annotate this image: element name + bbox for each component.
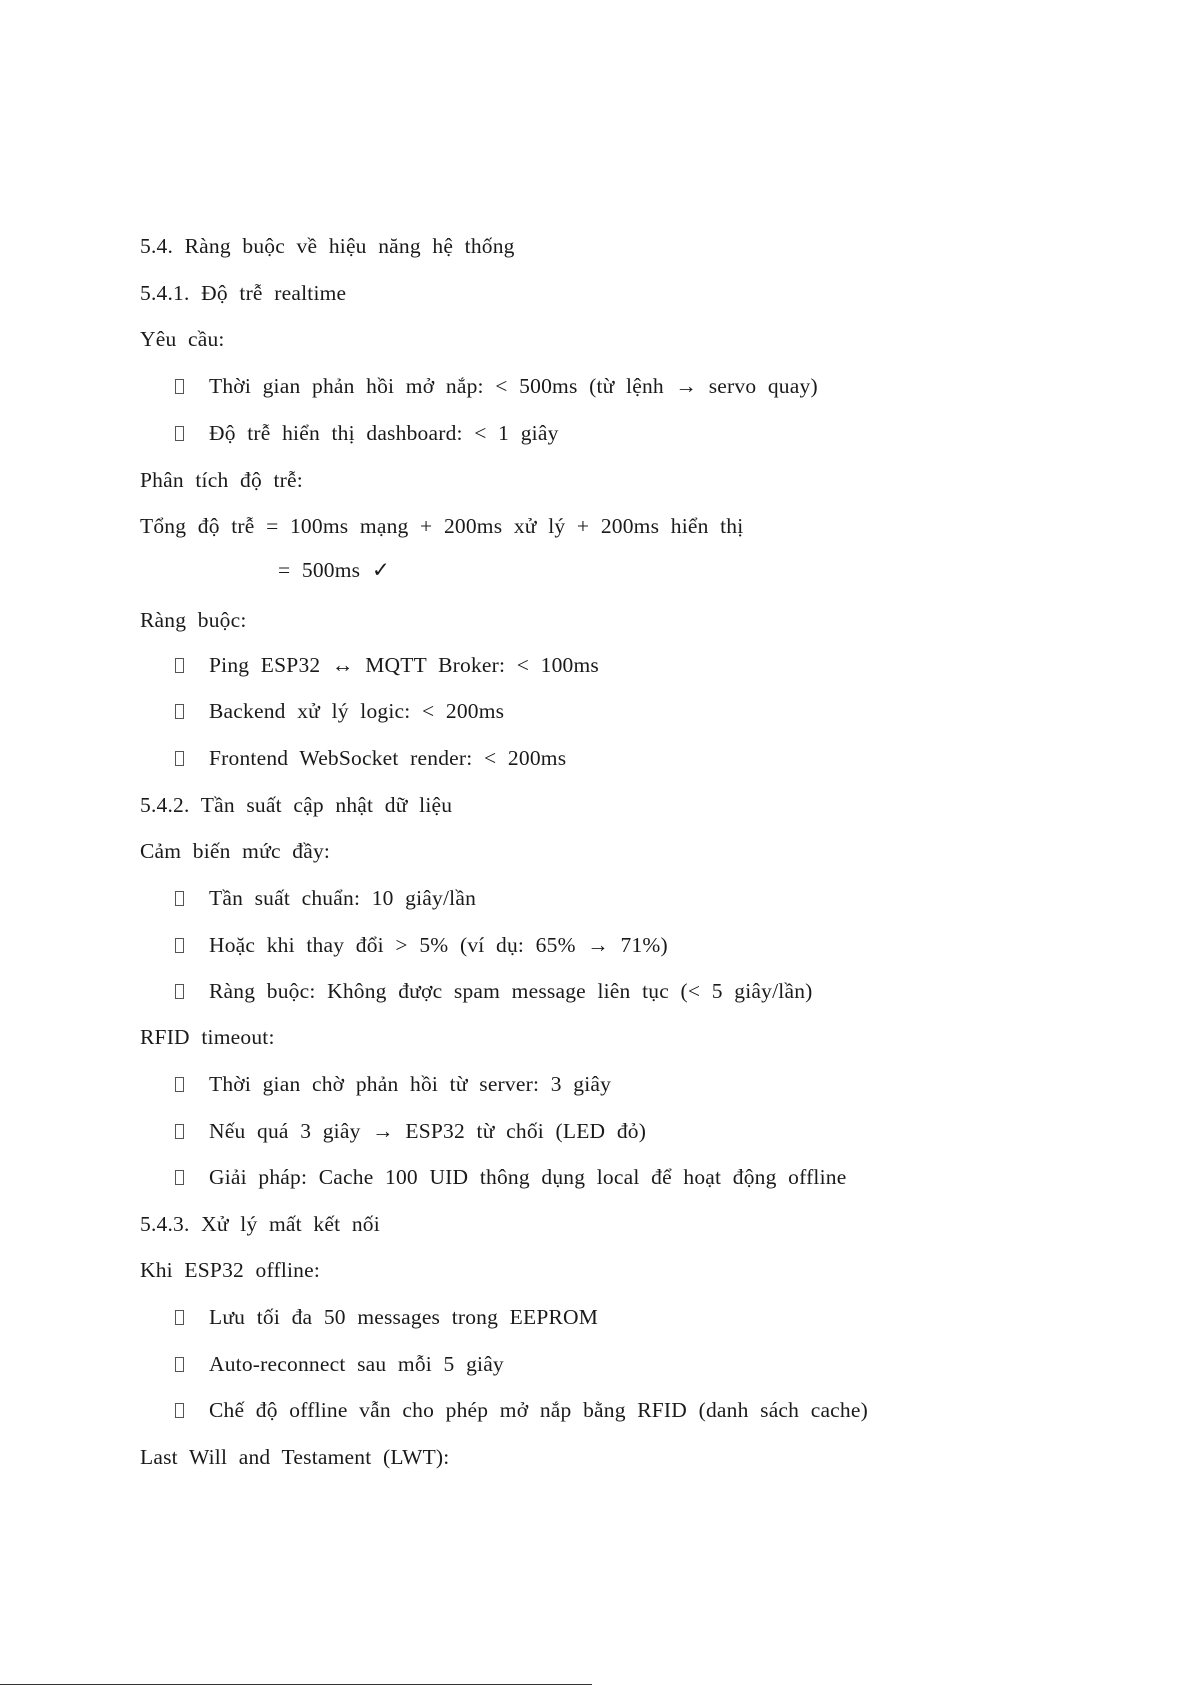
rfid-timeout-label: RFID timeout: [140, 1025, 275, 1049]
list-item: Auto-reconnect sau mỗi 5 giây [175, 1354, 504, 1376]
subsection-heading-disconnect: 5.4.3. Xử lý mất kết nối [140, 1212, 380, 1236]
section-heading: 5.4. Ràng buộc về hiệu năng hệ thống [140, 234, 515, 258]
subsection-heading-latency: 5.4.1. Độ trễ realtime [140, 281, 347, 305]
list-item: Backend xử lý logic: < 200ms [175, 701, 504, 723]
offline-label: Khi ESP32 offline: [140, 1258, 321, 1282]
bullet-icon [175, 379, 184, 394]
list-item: Thời gian phản hồi mở nắp: < 500ms (từ lệnh → servo quay) [175, 376, 818, 398]
bullet-icon [175, 938, 184, 953]
bullet-icon [175, 1170, 184, 1185]
list-item: Độ trễ hiển thị dashboard: < 1 giây [175, 423, 559, 445]
list-item: Giải pháp: Cache 100 UID thông dụng local để hoạt động offline [175, 1167, 846, 1189]
list-item: Frontend WebSocket render: < 200ms [175, 748, 566, 770]
list-item: Ràng buộc: Không được spam message liên tục (< 5 giây/lần) [175, 981, 813, 1003]
latency-analysis-label: Phân tích độ trễ: [140, 468, 303, 492]
bullet-icon [175, 1403, 184, 1418]
latency-formula-line1: Tổng độ trễ = 100ms mạng + 200ms xử lý + 200ms hiển thị [140, 514, 744, 538]
bullet-icon [175, 704, 184, 719]
bullet-icon [175, 891, 184, 906]
bullet-icon [175, 751, 184, 766]
subsection-heading-update-frequency: 5.4.2. Tần suất cập nhật dữ liệu [140, 793, 453, 817]
list-item: Chế độ offline vẫn cho phép mở nắp bằng RFID (danh sách cache) [175, 1400, 868, 1422]
bullet-icon [175, 984, 184, 999]
requirements-label: Yêu cầu: [140, 327, 225, 351]
bullet-icon [175, 1357, 184, 1372]
list-item: Tần suất chuẩn: 10 giây/lần [175, 888, 476, 910]
list-item: Thời gian chờ phản hồi từ server: 3 giây [175, 1074, 611, 1096]
bullet-icon [175, 1310, 184, 1325]
bullet-icon [175, 1124, 184, 1139]
sensor-label: Cảm biến mức đầy: [140, 839, 331, 863]
list-item: Ping ESP32 ↔ MQTT Broker: < 100ms [175, 655, 599, 677]
bullet-icon [175, 426, 184, 441]
list-item: Lưu tối đa 50 messages trong EEPROM [175, 1307, 598, 1329]
list-item: Hoặc khi thay đổi > 5% (ví dụ: 65% → 71%) [175, 935, 668, 957]
constraints-label: Ràng buộc: [140, 608, 247, 632]
bullet-icon [175, 658, 184, 673]
list-item: Nếu quá 3 giây → ESP32 từ chối (LED đỏ) [175, 1121, 646, 1143]
lwt-label: Last Will and Testament (LWT): [140, 1445, 450, 1469]
bullet-icon [175, 1077, 184, 1092]
latency-formula-line2: = 500ms ✓ [278, 558, 391, 582]
